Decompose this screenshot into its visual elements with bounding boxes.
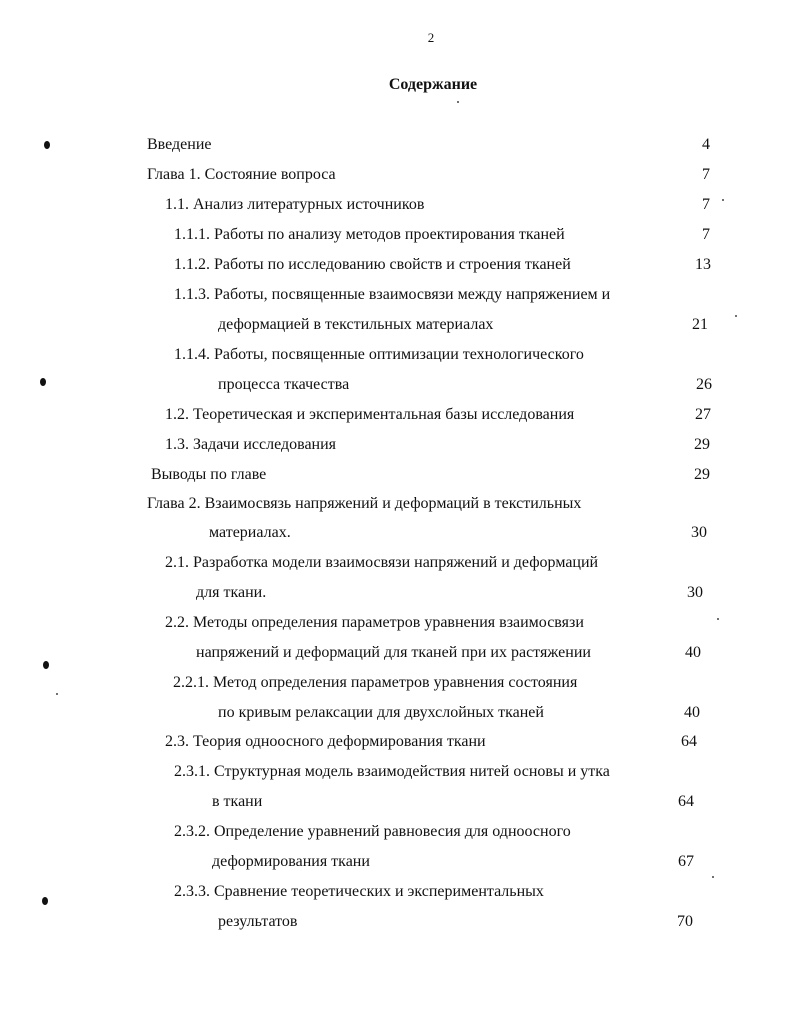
toc-entry-number: 2.3.1. xyxy=(174,763,210,780)
toc-entry-text: Работы, посвященные оптимизации технологического xyxy=(214,346,584,363)
toc-entry-continuation: по кривым релаксации для двухслойных тканей xyxy=(218,704,544,721)
toc-entry-text: Работы по анализу методов проектирования тканей xyxy=(214,226,565,243)
toc-entry xyxy=(174,762,610,782)
scan-speck xyxy=(56,693,58,695)
toc-entry-page: 27 xyxy=(695,406,711,423)
toc-entry-text: Определение уравнений равновесия для одноосного xyxy=(214,823,571,840)
toc-entry-number: 2.1. xyxy=(165,554,189,571)
toc-entry xyxy=(165,732,486,752)
toc-entry-text: Состояние вопроса xyxy=(204,166,336,183)
toc-entry-text: Сравнение теоретических и экспериментальных xyxy=(214,883,544,900)
toc-entry-page: 29 xyxy=(694,466,710,483)
toc-entry-page: 21 xyxy=(692,316,708,333)
toc-entry xyxy=(174,225,565,245)
toc-entry-continuation: результатов xyxy=(218,913,298,930)
toc-entry-number: 2.3. xyxy=(165,733,189,750)
toc-entry xyxy=(174,882,544,902)
toc-entry xyxy=(165,435,336,455)
toc-entry-page: 40 xyxy=(685,644,701,661)
margin-mark xyxy=(44,141,50,149)
toc-entry-number: 1.2. xyxy=(165,406,189,423)
toc-entry-text: Разработка модели взаимосвязи напряжений и деформаций xyxy=(193,554,599,571)
toc-entry xyxy=(174,285,610,305)
toc-entry-number: 2.3.2. xyxy=(174,823,210,840)
toc-entry-text: Работы, посвященные взаимосвязи между напряжением и xyxy=(214,286,611,303)
toc-entry-text: Теоретическая и экспериментальная базы исследования xyxy=(193,406,575,423)
toc-entry-page: 29 xyxy=(694,436,710,453)
toc-entry xyxy=(165,195,424,215)
toc-entry-page: 4 xyxy=(702,136,710,153)
toc-entry xyxy=(174,345,584,365)
scan-speck xyxy=(722,199,724,201)
toc-entry-number: 2.3.3. xyxy=(174,883,210,900)
toc-entry-text: Метод определения параметров уравнения состояния xyxy=(213,674,578,691)
toc-entry-number: 1.1. xyxy=(165,196,189,213)
toc-entry-text: Теория одноосного деформирования ткани xyxy=(193,733,486,750)
toc-entry-number: 1.3. xyxy=(165,436,189,453)
page-number: 2 xyxy=(427,30,435,45)
page-title: Содержание xyxy=(388,76,478,93)
toc-entry xyxy=(174,822,571,842)
toc-entry-number: Глава 2. xyxy=(147,495,201,512)
scan-speck xyxy=(457,101,459,103)
scan-speck xyxy=(712,876,714,878)
toc-entry-page: 64 xyxy=(681,733,697,750)
toc-entry-page: 26 xyxy=(696,376,712,393)
toc-entry-number: 1.1.1. xyxy=(174,226,210,243)
toc-entry-number: 2.2. xyxy=(165,614,189,631)
toc-entry-page: 30 xyxy=(687,584,703,601)
toc-entry xyxy=(147,494,581,514)
toc-entry-number: 1.1.2. xyxy=(174,256,210,273)
toc-entry-page: 7 xyxy=(702,196,710,213)
toc-entry-text: Методы определения параметров уравнения взаимосвязи xyxy=(193,614,584,631)
toc-entry-continuation: напряжений и деформаций для тканей при их растяжении xyxy=(196,644,591,661)
toc-entry-page: 7 xyxy=(702,166,710,183)
toc-entry-number: 2.2.1. xyxy=(173,674,209,691)
toc-entry-page: 70 xyxy=(677,913,693,930)
toc-entry-page: 40 xyxy=(684,704,700,721)
toc-entry-continuation: процесса ткачества xyxy=(218,376,350,393)
toc-entry-number: 1.1.3. xyxy=(174,286,210,303)
toc-entry xyxy=(173,673,577,693)
toc-entry-continuation: материалах. xyxy=(209,524,291,541)
toc-entry-continuation: в ткани xyxy=(212,793,263,810)
margin-mark xyxy=(40,378,46,386)
toc-entry xyxy=(147,165,336,185)
toc-entry-page: 7 xyxy=(702,226,710,243)
scan-speck xyxy=(735,315,737,317)
toc-entry-number: 1.1.4. xyxy=(174,346,210,363)
toc-entry xyxy=(165,405,574,425)
margin-mark xyxy=(43,661,49,669)
toc-entry-continuation: деформацией в текстильных материалах xyxy=(218,316,494,333)
scan-speck xyxy=(717,618,719,620)
toc-entry-text: Структурная модель взаимодействия нитей основы и утка xyxy=(214,763,610,780)
toc-entry-text: Работы по исследованию свойств и строения тканей xyxy=(214,256,571,273)
toc-entry-text: Введение xyxy=(147,136,212,153)
toc-entry-continuation: деформирования ткани xyxy=(212,853,370,870)
toc-entry xyxy=(147,135,212,155)
margin-mark xyxy=(42,897,48,905)
toc-entry-number: Глава 1. xyxy=(147,166,201,183)
toc-entry-page: 30 xyxy=(691,524,707,541)
toc-entry-page: 13 xyxy=(695,256,711,273)
toc-entry xyxy=(165,613,584,633)
toc-entry xyxy=(165,553,598,573)
toc-entry-text: Анализ литературных источников xyxy=(193,196,425,213)
toc-entry-text: Задачи исследования xyxy=(193,436,337,453)
toc-entry xyxy=(174,255,571,275)
toc-entry-text: Взаимосвязь напряжений и деформаций в текстильных xyxy=(204,495,582,512)
toc-entry-continuation: для ткани. xyxy=(196,584,267,601)
toc-entry xyxy=(151,465,266,485)
toc-entry-page: 64 xyxy=(678,793,694,810)
toc-entry-text: Выводы по главе xyxy=(151,466,267,483)
toc-entry-page: 67 xyxy=(678,853,694,870)
